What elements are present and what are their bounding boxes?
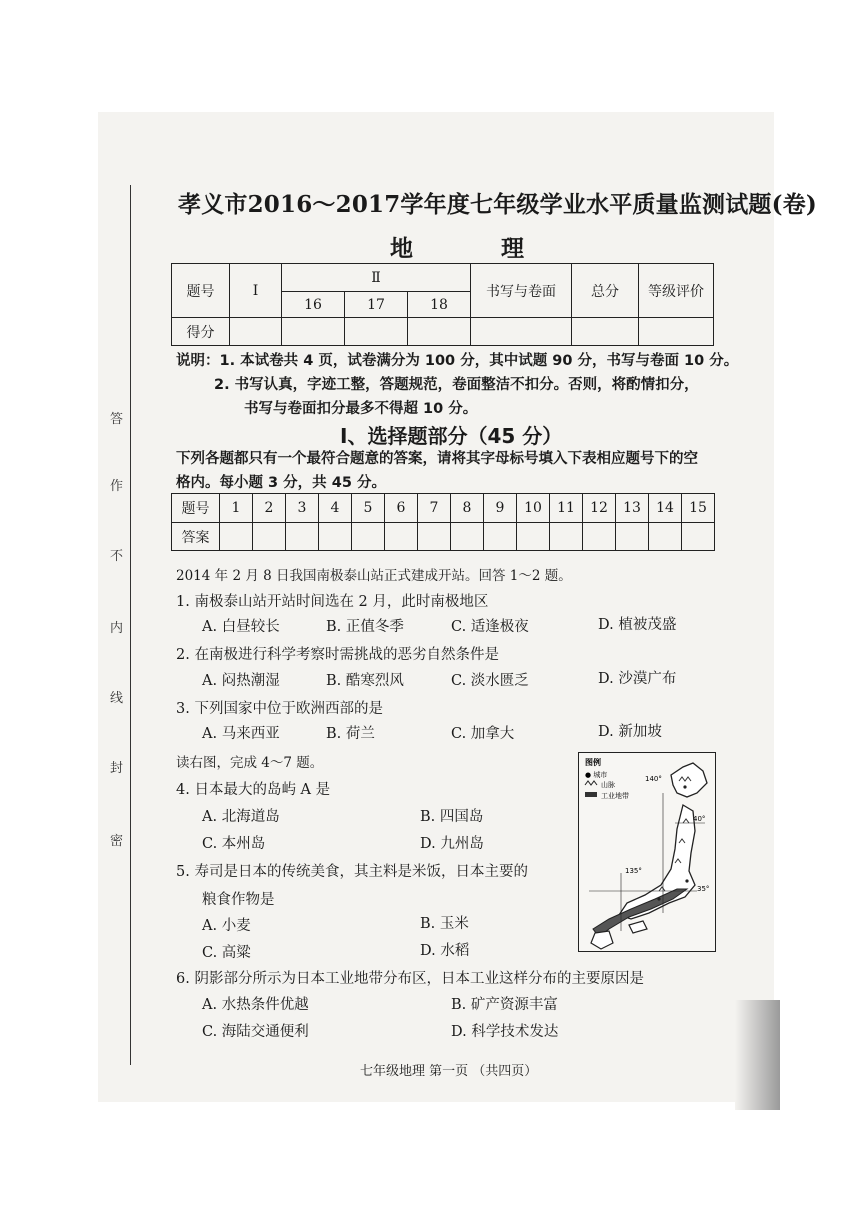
answer-blank-cell[interactable] [253,523,286,551]
option-d: D. 科学技术发达 [451,1024,559,1040]
answer-blank-cell[interactable] [517,523,550,551]
score-cell[interactable] [408,318,471,346]
question-stem: 2. 在南极进行科学考察时需挑战的恶劣自然条件是 [176,647,499,663]
answer-table [171,493,715,551]
option-a: A. 马来西亚 [202,726,280,742]
answer-blank-cell[interactable] [352,523,385,551]
answer-blank-cell[interactable] [385,523,418,551]
question-stem-cont: 粮食作物是 [202,892,275,908]
scan-shadow [735,1000,780,1110]
option-d: D. 新加坡 [598,724,662,740]
option-d: D. 九州岛 [420,836,484,852]
option-a: A. 北海道岛 [202,809,280,825]
seal-char: 密 [110,834,124,849]
city-dot [685,879,688,882]
label-35: 35° [697,885,710,893]
hokkaido-island [671,763,707,797]
score-header-part2: Ⅱ [282,264,471,292]
label-40: 40° [693,815,706,823]
option-b: B. 酷寒烈风 [326,673,404,689]
label-140: 140° [645,775,662,783]
seal-char: 封 [110,761,124,776]
option-c: C. 本州岛 [202,836,266,852]
answer-blank-cell[interactable] [418,523,451,551]
japan-map-drawing [579,753,715,951]
score-subcol: 18 [408,292,471,318]
note-line: 书写与卷面扣分最多不得超 10 分。 [244,401,478,417]
subject-title: 地 理 [390,235,565,262]
answer-blank-cell[interactable] [550,523,583,551]
answer-blank-cell[interactable] [220,523,253,551]
answer-number-cell: 3 [286,494,319,523]
answer-blank-cell[interactable] [649,523,682,551]
answer-number-cell: 7 [418,494,451,523]
answer-number-cell: 8 [451,494,484,523]
answer-number-cell: 5 [352,494,385,523]
option-c: C. 海陆交通便利 [202,1024,309,1040]
option-b: B. 矿产资源丰富 [451,997,558,1013]
answer-number-cell: 9 [484,494,517,523]
legend-industry: 工业地带 [601,792,629,800]
question-stem: 6. 阴影部分所示为日本工业地带分布区，日本工业这样分布的主要原因是 [176,971,644,987]
option-c: C. 加拿大 [451,726,515,742]
context-text: 读右图，完成 4～7 题。 [176,755,324,771]
answer-number-cell: 1 [220,494,253,523]
legend-title: 图例 [585,758,601,767]
city-dot [657,897,660,900]
option-d: D. 沙漠广布 [598,671,677,687]
context-text: 2014 年 2 月 8 日我国南极泰山站正式建成开站。回答 1～2 题。 [176,568,572,584]
score-cell[interactable] [282,318,345,346]
option-c: C. 高粱 [202,945,251,961]
note-line: 2. 书写认真，字迹工整，答题规范，卷面整洁不扣分。否则，将酌情扣分， [214,377,699,393]
answer-number-cell: 4 [319,494,352,523]
option-c: C. 淡水匮乏 [451,673,529,689]
answer-number-cell: 2 [253,494,286,523]
city-dot [683,785,686,788]
answer-label-tihao: 题号 [172,494,220,523]
answer-blank-cell[interactable] [319,523,352,551]
kyushu-island [591,931,613,949]
question-stem: 1. 南极泰山站开站时间选在 2 月，此时南极地区 [176,594,489,610]
answer-blank-cell[interactable] [451,523,484,551]
question-stem: 3. 下列国家中位于欧洲西部的是 [176,701,383,717]
question-stem: 5. 寿司是日本的传统美食，其主料是米饭，日本主要的 [176,864,528,880]
answer-blank-cell[interactable] [616,523,649,551]
score-cell[interactable] [639,318,714,346]
instruction-line: 下列各题都只有一个最符合题意的答案，请将其字母标号填入下表相应题号下的空 [176,451,698,467]
answer-number-cell: 6 [385,494,418,523]
option-a: A. 小麦 [202,918,251,934]
option-d: D. 水稻 [420,943,470,959]
industry-legend-swatch [585,792,597,797]
score-table [171,263,714,346]
answer-number-cell: 13 [616,494,649,523]
score-row-label: 得分 [172,318,230,346]
shikoku-island [629,921,647,933]
mountain-icon [585,781,597,785]
score-cell[interactable] [345,318,408,346]
page-footer: 七年级地理 第一页 （共四页） [360,1064,538,1079]
seal-char: 作 [110,479,124,494]
score-header-grade: 等级评价 [639,264,714,318]
seal-char: 线 [110,691,124,706]
score-header-writing: 书写与卷面 [471,264,572,318]
answer-blank-cell[interactable] [682,523,715,551]
answer-blank-cell[interactable] [484,523,517,551]
answer-number-cell: 12 [583,494,616,523]
score-subcol: 16 [282,292,345,318]
score-subcol: 17 [345,292,408,318]
answer-number-cell: 14 [649,494,682,523]
option-b: B. 荷兰 [326,726,375,742]
option-b: B. 玉米 [420,916,469,932]
answer-number-cell: 15 [682,494,715,523]
binding-line [130,185,131,1065]
section-title: Ⅰ、选择题部分（45 分） [340,424,563,448]
score-cell[interactable] [230,318,282,346]
exam-title: 孝义市2016～2017学年度七年级学业水平质量监测试题(卷) [178,191,817,218]
score-header-part1: Ⅰ [230,264,282,318]
legend-mountain: 山脉 [601,781,615,789]
question-stem: 4. 日本最大的岛屿 A 是 [176,782,331,798]
japan-map [578,752,716,952]
label-135: 135° [625,867,642,875]
score-cell[interactable] [572,318,639,346]
seal-char: 内 [110,621,124,636]
option-b: B. 正值冬季 [326,619,404,635]
answer-label-answer: 答案 [172,523,220,551]
score-header-total: 总分 [572,264,639,318]
answer-number-cell: 10 [517,494,550,523]
instruction-line: 格内。每小题 3 分，共 45 分。 [176,475,386,491]
note-line: 说明：1. 本试卷共 4 页，试卷满分为 100 分，其中试题 90 分，书写与卷面 10 分。 [176,353,739,369]
score-header-tihao: 题号 [172,264,230,318]
answer-blank-cell[interactable] [583,523,616,551]
option-c: C. 适逢极夜 [451,619,529,635]
legend-city: ● 城市 [585,771,608,779]
score-cell[interactable] [471,318,572,346]
answer-blank-cell[interactable] [286,523,319,551]
option-a: A. 水热条件优越 [202,997,309,1013]
option-d: D. 植被茂盛 [598,617,677,633]
seal-char: 不 [110,549,124,564]
option-a: A. 白昼较长 [202,619,280,635]
option-b: B. 四国岛 [420,809,484,825]
option-a: A. 闷热潮湿 [202,673,280,689]
seal-char: 答 [110,412,124,427]
answer-number-cell: 11 [550,494,583,523]
